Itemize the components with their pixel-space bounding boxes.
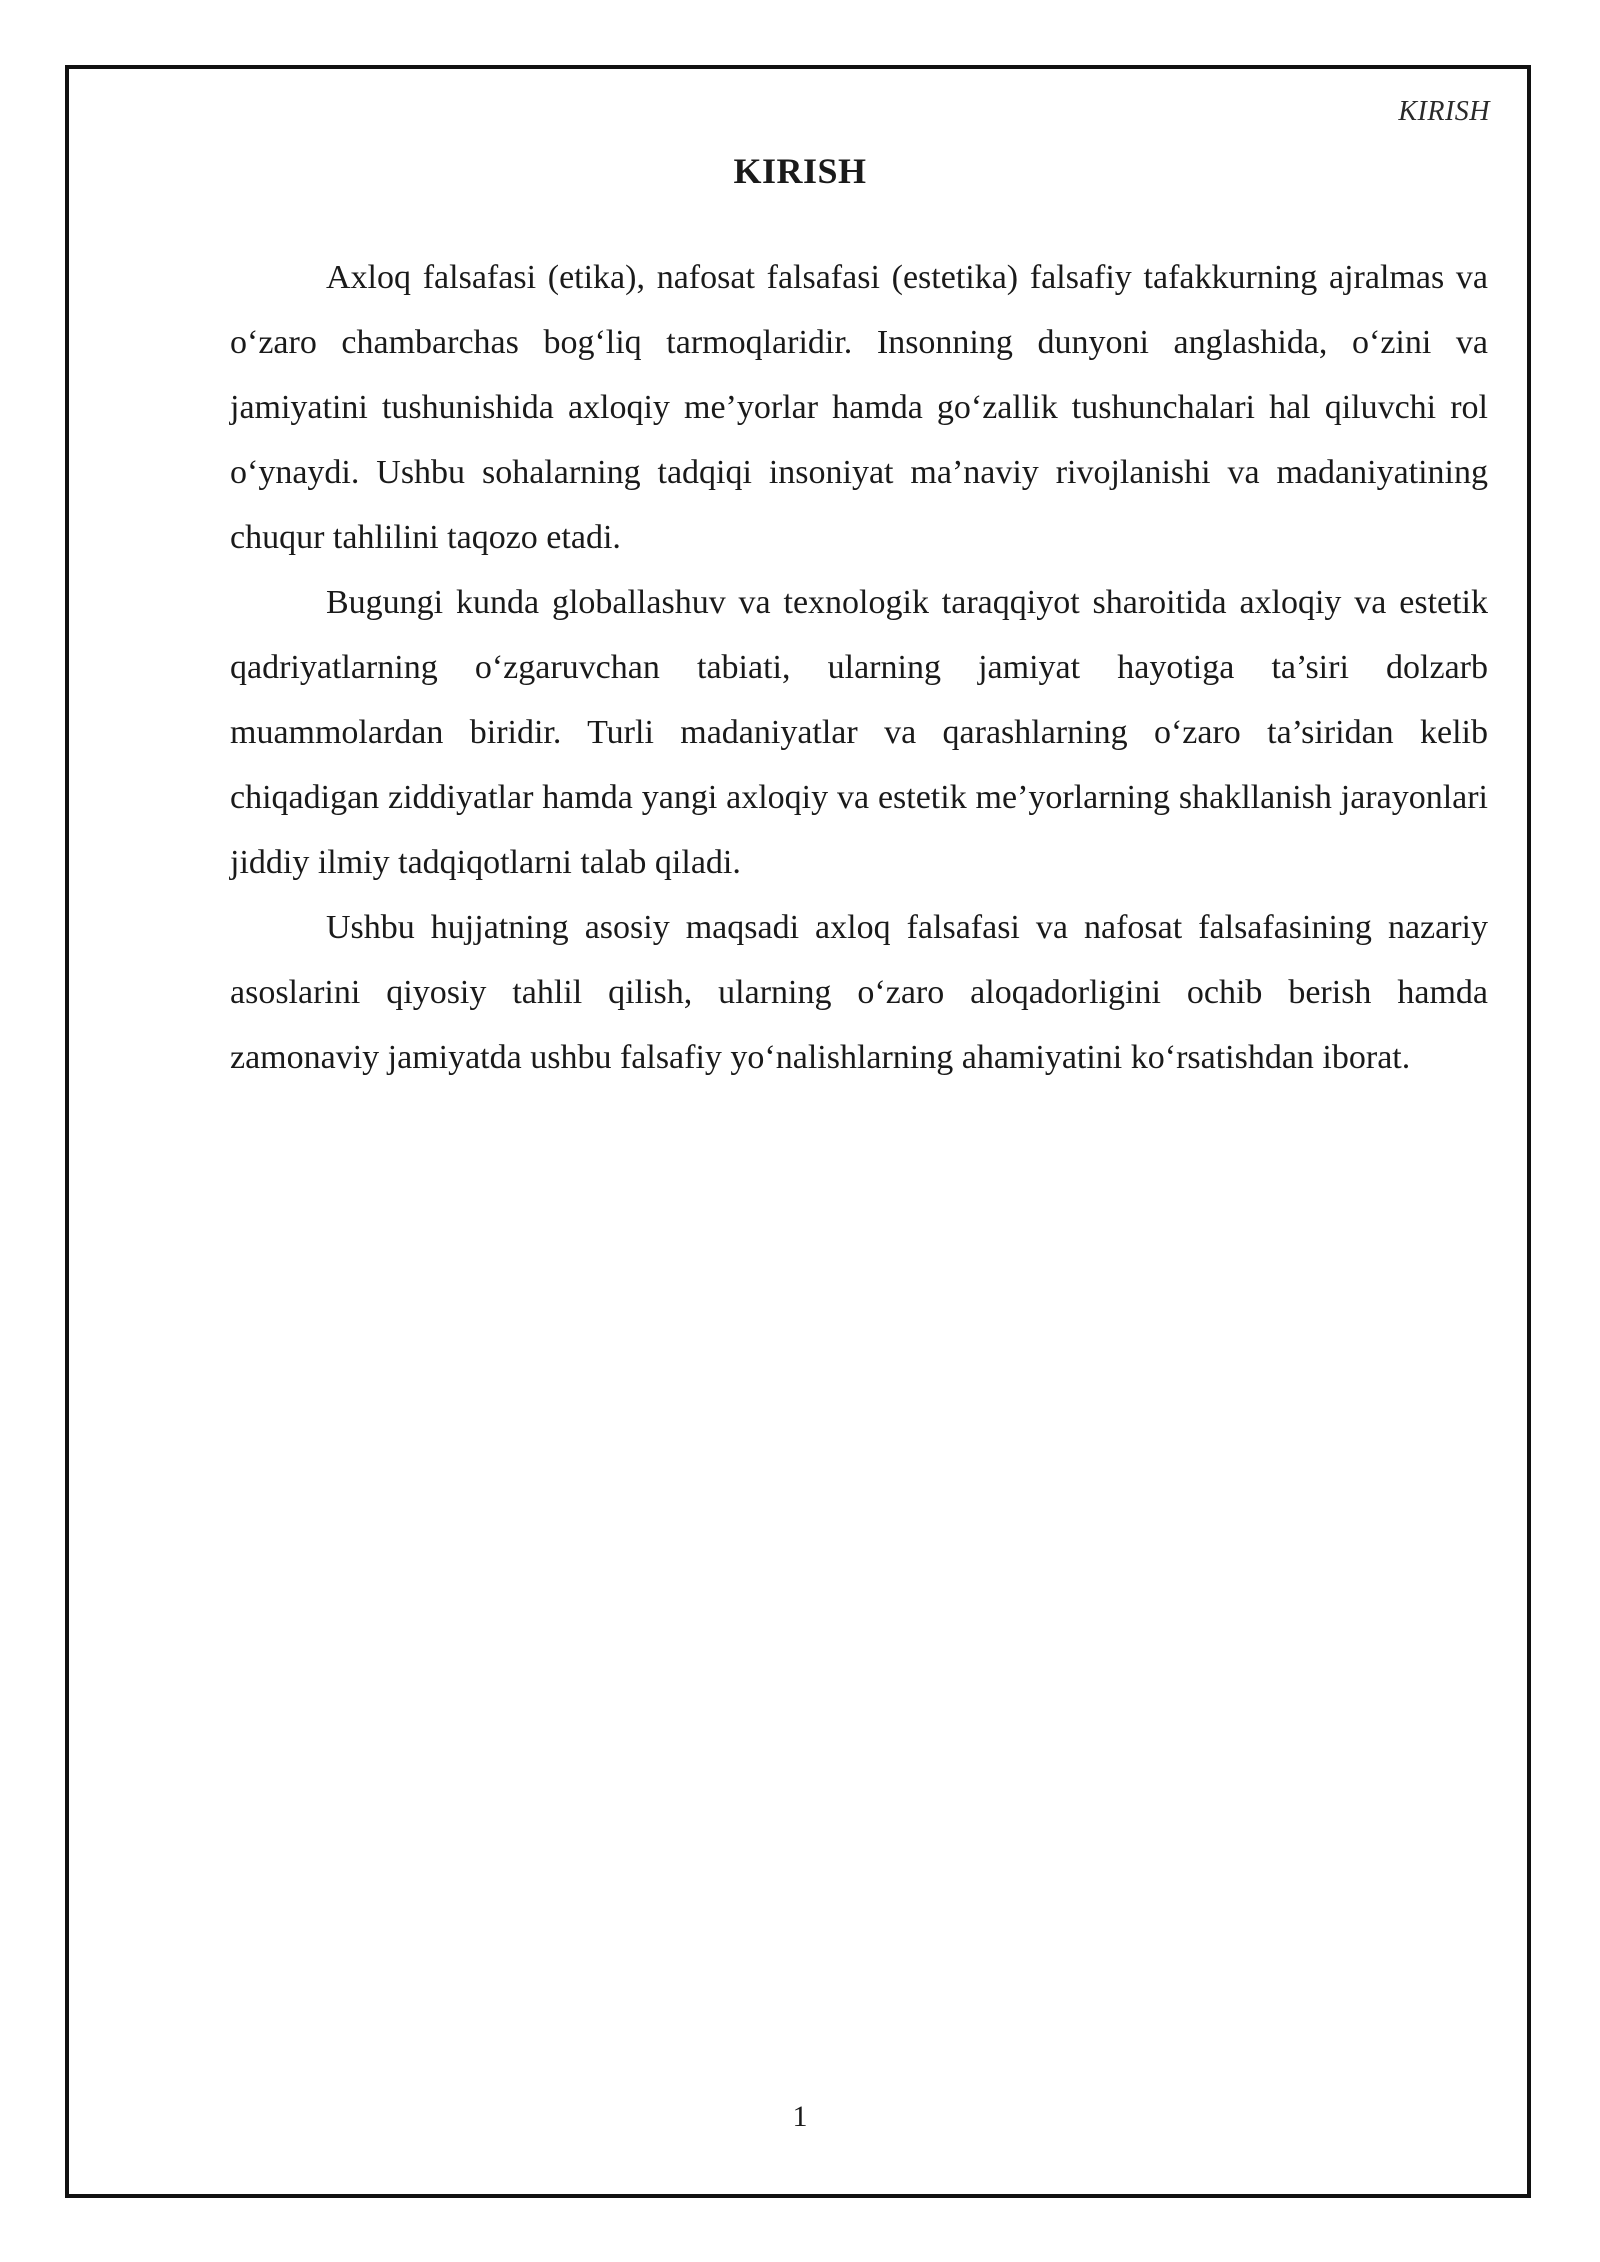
paragraph: Ushbu hujjatning asosiy maqsadi axloq falsafasi va nafosat falsafasining nazariy asoslarini qiyosiy tahlil qilish, ularning o‘zaro aloqadorligini ochib berish hamda zamonaviy jamiyatda ushbu falsafiy yo‘nalishlarning ahamiyatini ko‘rsatishdan iborat.: [230, 909, 1488, 1076]
page-title: KIRISH: [733, 151, 867, 191]
running-header: KIRISH: [1398, 96, 1490, 127]
paragraph: Bugungi kunda globallashuv va texnologik taraqqiyot sharoitida axloqiy va estetik qadriyatlarning o‘zgaruvchan tabiati, ularning jamiyat hayotiga ta’siri dolzarb muammolardan biridir. Turli madaniyatlar va qarashlarning o‘zaro ta’siridan kelib chiqadigan ziddiyatlar hamda yangi axloqiy va estetik me’yorlarning shakllanish jarayonlari jiddiy ilmiy tadqiqotlarni talab qiladi.: [230, 584, 1488, 881]
page-number: 1: [792, 2100, 808, 2133]
paragraph: Axloq falsafasi (etika), nafosat falsafasi (estetika) falsafiy tafakkurning ajralmas va o‘zaro chambarchas bog‘liq tarmoqlaridir. Insonning dunyoni anglashida, o‘zini va jamiyatini tushunishida axloqiy me’yorlar hamda go‘zallik tushunchalari hal qiluvchi rol o‘ynaydi. Ushbu sohalarning tadqiqi insoniyat ma’naviy rivojlanishi va madaniyatining chuqur tahlilini taqozo etadi.: [230, 259, 1488, 556]
body-text: [230, 245, 1488, 1090]
